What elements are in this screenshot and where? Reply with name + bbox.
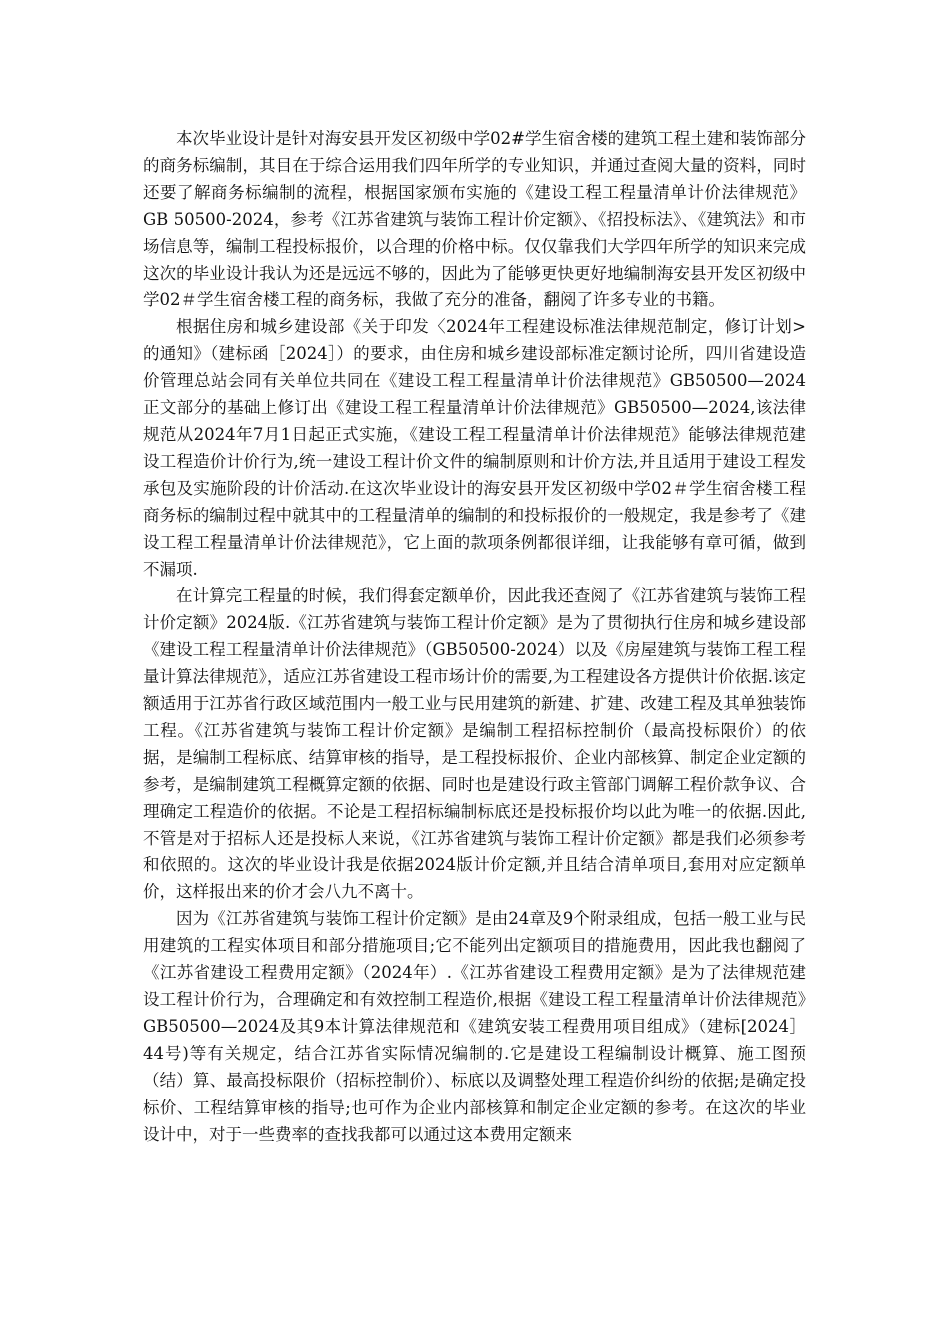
document-body <box>143 126 806 1148</box>
paragraph-3: 在计算完工程量的时候，我们得套定额单价，因此我还查阅了《江苏省建筑与装饰工程计价定额》2024版.《江苏省建筑与装饰工程计价定额》是为了贯彻执行住房和城乡建设部《建设工程工程量清单计价法律规范》（GB50500-2024）以及《房屋建筑与装饰工程工程量计算法律规范》，适应江苏省建设工程市场计价的需要,为工程建设各方提供计价依据.该定额适用于江苏省行政区域范围内一般工业与民用建筑的新建、扩建、改建工程及其单独装饰工程。《江苏省建筑与装饰工程计价定额》是编制工程招标控制价（最高投标限价）的依据，是编制工程标底、结算审核的指导，是工程投标报价、企业内部核算、制定企业定额的参考，是编制建筑工程概算定额的依据、同时也是建设行政主管部门调解工程价款争议、合理确定工程造价的依据。不论是工程招标编制标底还是投标报价均以此为唯一的依据.因此,不管是对于招标人还是投标人来说，《江苏省建筑与装饰工程计价定额》都是我们必须参考和依照的。这次的毕业设计我是依据2024版计价定额,并且结合清单项目,套用对应定额单价，这样报出来的价才会八九不离十。 <box>143 586 806 902</box>
paragraph-2: 根据住房和城乡建设部《关于印发〈2024年工程建设标准法律规范制定，修订计划>的通知》（建标函［2024］）的要求，由住房和城乡建设部标准定额讨论所，四川省建设造价管理总站会同有关单位共同在《建设工程工程量清单计价法律规范》GB50500—2024正文部分的基础上修订出《建设工程工程量清单计价法律规范》GB50500—2024,该法律规范从2024年7月1日起正式实施，《建设工程工程量清单计价法律规范》能够法律规范建设工程造价计价行为,统一建设工程计价文件的编制原则和计价方法,并且适用于建设工程发承包及实施阶段的计价活动.在这次毕业设计的海安县开发区初级中学02＃学生宿舍楼工程商务标的编制过程中就其中的工程量清单的编制的和投标报价的一般规定，我是参考了《建设工程工程量清单计价法律规范》，它上面的款项条例都很详细，让我能够有章可循，做到不漏项. <box>143 317 806 579</box>
paragraph-1: 本次毕业设计是针对海安县开发区初级中学02#学生宿舍楼的建筑工程土建和装饰部分的商务标编制，其目在于综合运用我们四年所学的专业知识，并通过查阅大量的资料，同时还要了解商务标编制的流程，根据国家颁布实施的《建设工程工程量清单计价法律规范》GB 50500-2024，参考《江苏省建筑与装饰工程计价定额》、《招投标法》、《建筑法》和市场信息等，编制工程投标报价，以合理的价格中标。仅仅靠我们大学四年所学的知识来完成这次的毕业设计我认为还是远远不够的，因此为了能够更快更好地编制海安县开发区初级中学02＃学生宿舍楼工程的商务标，我做了充分的准备，翻阅了许多专业的书籍。 <box>143 129 806 310</box>
paragraph-4: 因为《江苏省建筑与装饰工程计价定额》是由24章及9个附录组成，包括一般工业与民用建筑的工程实体项目和部分措施项目;它不能列出定额项目的措施费用，因此我也翻阅了《江苏省建设工程费用定额》（2024年）.《江苏省建设工程费用定额》是为了法律规范建设工程计价行为，合理确定和有效控制工程造价,根据《建设工程工程量清单计价法律规范》GB50500—2024及其9本计算法律规范和《建筑安装工程费用项目组成》（建标[2024］44号)等有关规定，结合江苏省实际情况编制的.它是建设工程编制设计概算、施工图预（结）算、最高投标限价（招标控制价）、标底以及调整处理工程造价纠纷的依据;是确定投标价、工程结算审核的指导;也可作为企业内部核算和制定企业定额的参考。在这次的毕业设计中，对于一些费率的查找我都可以通过这本费用定额来 <box>143 909 806 1144</box>
